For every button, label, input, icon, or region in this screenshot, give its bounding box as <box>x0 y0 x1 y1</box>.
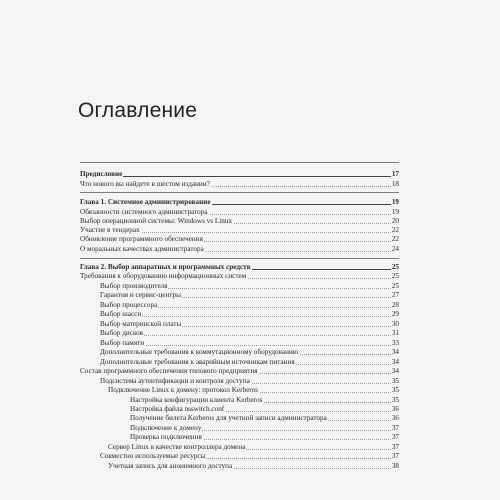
entry-label: Проверка подключения <box>130 433 202 441</box>
entry-label: Участие в тендерах <box>80 226 140 234</box>
toc-entry[interactable] <box>80 348 399 356</box>
toc-entry[interactable] <box>80 452 399 460</box>
toc-entry[interactable] <box>80 462 399 470</box>
entry-page: 30 <box>391 320 399 328</box>
entry-page: 31 <box>391 329 399 337</box>
entry-label: Что нового вы найдете в шестом издании? <box>80 180 210 188</box>
entry-label: Гарантия и сервис-центры <box>100 291 181 299</box>
entry-page: 25 <box>391 263 399 271</box>
entry-page: 35 <box>391 386 399 394</box>
page-title: Оглавление <box>78 99 198 122</box>
entry-label: Настройка конфигурации клиента Kerberos <box>130 396 263 404</box>
entry-page: 20 <box>391 217 399 225</box>
toc-entry[interactable] <box>80 180 399 188</box>
toc-entry[interactable] <box>80 282 399 290</box>
entry-label: Получение билета Kerberos для учетной записи администратора <box>130 414 327 422</box>
entry-label: Предисловие <box>80 170 123 178</box>
entry-label: Подсистема аутентификации и контроля доступа <box>100 377 250 385</box>
toc-entry[interactable] <box>80 226 399 234</box>
entry-page: 35 <box>391 396 399 404</box>
entry-page: 36 <box>391 405 399 413</box>
entry-page: 25 <box>391 282 399 290</box>
toc-entry[interactable] <box>80 367 399 375</box>
entry-page: 27 <box>391 291 399 299</box>
toc-entry[interactable] <box>80 217 399 225</box>
entry-page: 25 <box>391 272 399 280</box>
leader-line <box>80 176 399 177</box>
toc-chapter[interactable] <box>80 198 399 206</box>
toc-entry[interactable] <box>80 320 399 328</box>
toc-entry[interactable] <box>80 358 399 366</box>
entry-page: 37 <box>391 433 399 441</box>
toc-entry[interactable] <box>80 301 399 309</box>
entry-page: 34 <box>391 367 399 375</box>
entry-label: Совместно используемые ресурсы <box>100 452 206 460</box>
entry-label: Подключение к домену <box>130 424 202 432</box>
entry-page: 22 <box>391 235 399 243</box>
toc-entry[interactable] <box>80 405 399 413</box>
entry-page: 29 <box>391 310 399 318</box>
entry-page: 19 <box>391 208 399 216</box>
entry-page: 33 <box>391 339 399 347</box>
entry-label: Дополнительные требования к коммутационному оборудованию <box>100 348 299 356</box>
leader-line <box>100 335 399 336</box>
entry-page: 34 <box>391 358 399 366</box>
toc-entry[interactable] <box>80 424 399 432</box>
toc-entry[interactable] <box>80 235 399 243</box>
toc-entry[interactable] <box>80 291 399 299</box>
entry-label: Обязанности системного администратора <box>80 208 208 216</box>
toc-entry[interactable] <box>80 272 399 280</box>
divider <box>80 162 399 163</box>
toc-entry[interactable] <box>80 433 399 441</box>
toc-entry[interactable] <box>80 245 399 253</box>
toc-entry[interactable] <box>80 339 399 347</box>
toc-entry[interactable] <box>80 208 399 216</box>
entry-label: Обновление программного обеспечения <box>80 235 203 243</box>
toc-chapter[interactable] <box>80 263 399 271</box>
entry-label: Выбор процессора <box>100 301 158 309</box>
entry-page: 17 <box>391 170 399 178</box>
toc-entry[interactable] <box>80 377 399 385</box>
toc-entry[interactable] <box>80 310 399 318</box>
entry-label: Выбор производителя <box>100 282 168 290</box>
entry-label: Выбор памяти <box>100 339 145 347</box>
entry-page: 38 <box>391 462 399 470</box>
entry-page: 37 <box>391 443 399 451</box>
entry-label: Глава 1. Системное администрирование <box>80 198 211 206</box>
entry-label: Требования к оборудованию информационных систем <box>80 272 247 280</box>
entry-page: 37 <box>391 452 399 460</box>
toc-entry[interactable] <box>80 396 399 404</box>
divider <box>80 192 399 193</box>
entry-page: 18 <box>391 180 399 188</box>
entry-page: 35 <box>391 377 399 385</box>
entry-page: 22 <box>391 226 399 234</box>
entry-label: Выбор материнской платы <box>100 320 182 328</box>
entry-label: Выбор шасси <box>100 310 142 318</box>
entry-label: Выбор дисков <box>100 329 144 337</box>
toc-entry[interactable] <box>80 386 399 394</box>
entry-label: Дополнительные требования к аварийным источникам питания <box>100 358 295 366</box>
entry-page: 19 <box>391 198 399 206</box>
entry-label: Глава 2. Выбор аппаратных и программных средств <box>80 263 251 271</box>
entry-label: Настройка файла nsswitch.conf <box>130 405 225 413</box>
toc-entry[interactable] <box>80 414 399 422</box>
entry-page: 36 <box>391 414 399 422</box>
entry-label: Сервер Linux в качестве контроллера домена <box>108 443 246 451</box>
leader-line <box>100 316 399 317</box>
entry-page: 34 <box>391 348 399 356</box>
toc-entry[interactable] <box>80 443 399 451</box>
entry-label: О моральных качествах администратора <box>80 245 204 253</box>
entry-page: 24 <box>391 245 399 253</box>
toc-entry[interactable] <box>80 170 399 178</box>
divider <box>80 258 399 259</box>
toc-entry[interactable] <box>80 329 399 337</box>
entry-page: 37 <box>391 424 399 432</box>
entry-label: Состав программного обеспечения типового предприятия <box>80 367 258 375</box>
entry-label: Подключение Linux к домену: протокол Kerberos <box>108 386 259 394</box>
entry-label: Учетная запись для анонимного доступа <box>108 462 233 470</box>
entry-page: 28 <box>391 301 399 309</box>
entry-label: Выбор операционной системы: Windows vs Linux <box>80 217 233 225</box>
